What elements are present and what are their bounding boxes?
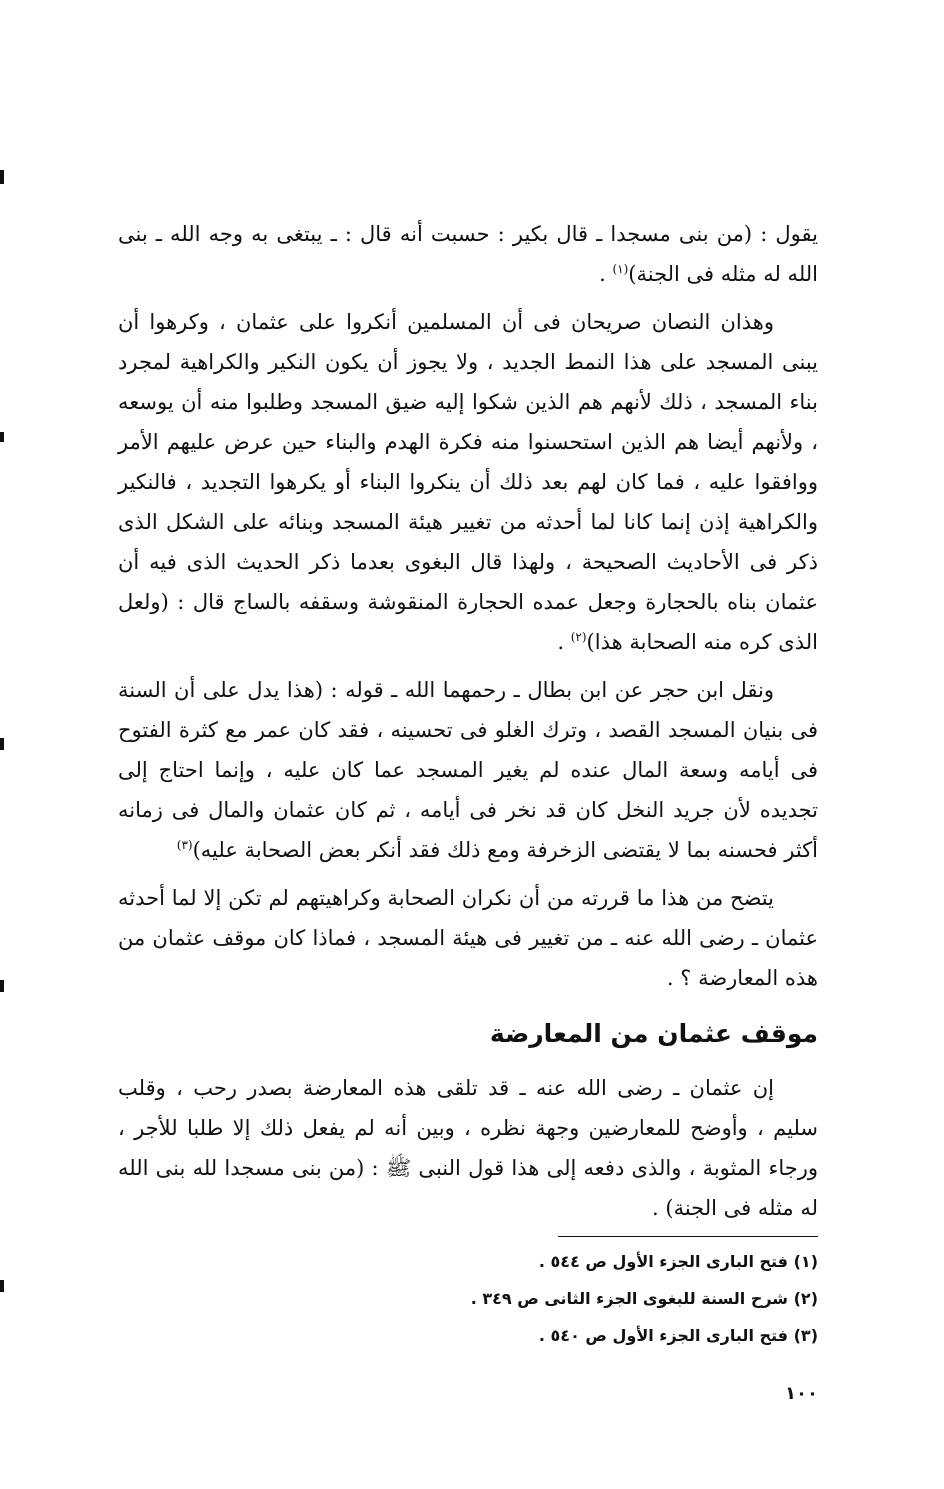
- footnote-ref-1: (١): [612, 262, 629, 276]
- page-number: ١٠٠: [785, 1383, 818, 1404]
- paragraph-5: إن عثمان ـ رضى الله عنه ـ قد تلقى هذه المعارضة بصدر رحب ، وقلب سليم ، وأوضح للمعارضين وجهة نظره ، وبين أنه لم يفعل ذلك إلا طلبا للأجر ، ورجاء المثوبة ، والذى دفعه إلى هذا قول النبى ﷺ : (من بنى مسجدا لله بنى الله له مثله فى الجنة) .: [118, 1076, 818, 1220]
- paragraph-1-text: يقول : (من بنى مسجدا ـ قال بكير : حسبت أنه قال : ـ يبتغى به وجه الله ـ بنى الله له مثله فى الجنة): [118, 222, 818, 286]
- footnote-2: (٢) شرح السنة للبغوى الجزء الثانى ص ٣٤٩ .: [470, 1289, 818, 1308]
- footnote-3: (٣) فتح البارى الجزء الأول ص ٥٤٠ .: [538, 1326, 818, 1345]
- scan-edge-mark: [0, 980, 4, 992]
- footnote-ref-2: (٢): [570, 630, 587, 644]
- section-heading: موقف عثمان من المعارضة: [489, 1019, 818, 1048]
- footnote-1: (١) فتح البارى الجزء الأول ص ٥٤٤ .: [538, 1252, 818, 1271]
- paragraph-1-end: .: [599, 262, 613, 286]
- paragraph-2-text: وهذان النصان صريحان فى أن المسلمين أنكروا على عثمان ، وكرهوا أن يبنى المسجد على هذا النمط الجديد ، ولا يجوز أن يكون النكير والكراهية لمجرد بناء المسجد ، ذلك لأنهم هم الذين شكوا إليه ضيق المسجد وطلبوا منه أن يوسعه ، ولأنهم أيضا هم الذين استحسنوا منه فكرة الهدم والبناء حين عرض عليهم الأمر ووافقوا عليه ، فما كان لهم بعد ذلك أن ينكروا البناء أو يكرهوا التجديد ، فالنكير والكراهية إذن إنما كانا لما أحدثه من تغيير هيئة المسجد وبنائه على الشكل الذى ذكر فى الأحاديث الصحيحة ، ولهذا قال البغوى بعدما ذكر الحديث الذى فيه أن عثمان بناه بالحجارة وجعل عمده الحجارة المنقوشة وسقفه بالساج قال : (ولعل الذى كره منه الصحابة هذا): [118, 310, 818, 654]
- paragraph-1: [118, 214, 818, 294]
- paragraph-3: [118, 670, 818, 870]
- paragraph-3-text: ونقل ابن حجر عن ابن بطال ـ رحمهما الله ـ قوله : (هذا يدل على أن السنة فى بنيان المسجد القصد ، وترك الغلو فى تحسينه ، فقد كان عمر مع كثرة الفتوح فى أيامه وسعة المال عنده لم يغير المسجد عما كان عليه ، وإنما احتاج إلى تجديده لأن جريد النخل كان قد نخر فى أيامه ، ثم كان عثمان والمال فى زمانه أكثر فحسنه بما لا يقتضى الزخرفة ومع ذلك فقد أنكر بعض الصحابة عليه): [118, 678, 818, 862]
- footnote-ref-3: (٣): [176, 838, 193, 852]
- footnotes: [118, 1247, 818, 1350]
- scan-edge-mark: [0, 738, 4, 750]
- scan-edge-mark: [0, 432, 4, 442]
- scan-edge-mark: [0, 170, 4, 184]
- book-page: [118, 214, 818, 1414]
- paragraph-2: [118, 302, 818, 662]
- footnote-divider: [558, 1236, 818, 1237]
- paragraph-4: يتضح من هذا ما قررته من أن نكران الصحابة وكراهيتهم لم تكن إلا لما أحدثه عثمان ـ رضى الله عنه ـ من تغيير فى هيئة المسجد ، فماذا كان موقف عثمان من هذه المعارضة ؟ .: [118, 886, 818, 990]
- scan-edge-mark: [0, 1280, 4, 1292]
- paragraph-2-end: .: [557, 630, 571, 654]
